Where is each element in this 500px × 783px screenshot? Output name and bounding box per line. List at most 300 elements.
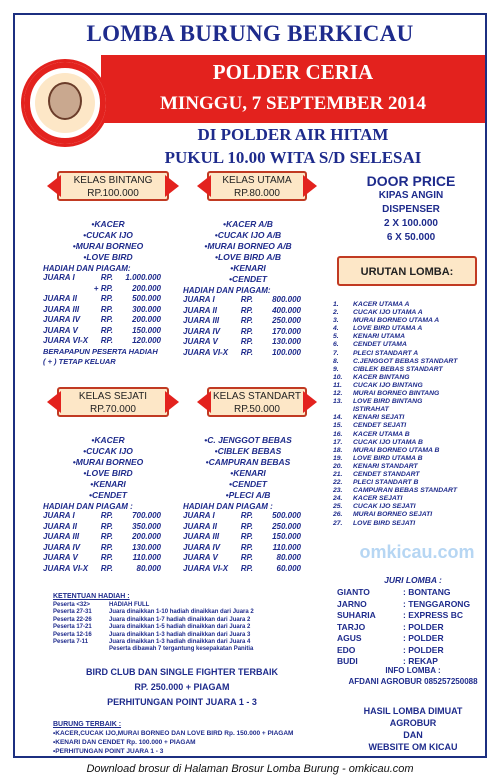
class-price: RP.80.000 [234, 188, 280, 199]
prize-amount: 700.000 [132, 511, 161, 520]
prize-rank [43, 284, 93, 295]
rule-participants: Peserta 12-16 [53, 631, 92, 638]
prize-rank: JUARA IV [183, 326, 221, 336]
urutan-item [333, 431, 497, 439]
prize-currency: RP. [100, 294, 113, 303]
prize-rank: JUARA V [183, 553, 218, 562]
urutan-number: 26. [333, 511, 343, 519]
urutan-number: 14. [333, 414, 343, 422]
prize-rank: JUARA I [43, 511, 75, 520]
prize-amount: 170.000 [272, 326, 301, 336]
rule-participants: Peserta 17-21 [53, 624, 92, 631]
prize-rank: JUARA III [43, 532, 80, 541]
prize-amount: 500.000 [272, 511, 301, 520]
prize-rank: JUARA III [43, 304, 80, 314]
prize-table [43, 273, 161, 347]
prize-rank: JUARA VI-X [43, 563, 89, 573]
urutan-item [333, 439, 497, 447]
door-prize-line: 2 X 100.000 [384, 218, 438, 229]
prize-note: BERAPAPUN PESERTA HADIAH [43, 346, 158, 356]
bird-item: •CUCAK IJO A/B [214, 230, 282, 240]
prize-currency: RP. [240, 326, 253, 336]
urutan-number: 18. [333, 446, 343, 454]
prize-rank: JUARA V [183, 337, 218, 346]
prize-amount: 150.000 [272, 532, 301, 541]
judge-row [333, 645, 493, 657]
urutan-label: MURAI BORNEO SEJATI [353, 511, 433, 519]
prize-amount: 80.000 [276, 553, 301, 562]
best-bird-title: BURUNG TERBAIK : [53, 721, 122, 728]
urutan-label: KENARI UTAMA [353, 333, 405, 341]
bird-item: •CUCAK IJO [83, 446, 133, 456]
prize-currency: RP. [100, 273, 113, 282]
bird-item: •KACER A/B [223, 219, 273, 229]
class-price: RP.100.000 [87, 188, 139, 199]
prize-currency: RP. [100, 532, 113, 541]
prize-currency: RP. [100, 315, 113, 324]
event-subtitle: POLDER CERIA [212, 60, 374, 84]
class-name: KELAS BINTANG [73, 175, 153, 186]
judge-row [333, 587, 493, 599]
judge-origin: : TENGGARONG [403, 598, 471, 609]
prize-table [183, 511, 301, 574]
prize-row [43, 284, 161, 295]
urutan-item [333, 398, 497, 406]
best-bird [53, 720, 323, 756]
rule-row [53, 632, 313, 639]
prize-table [183, 295, 301, 358]
urutan-number: 27. [333, 519, 343, 527]
urutan-number: 20. [333, 462, 343, 470]
bird-club-line: BIRD CLUB DAN SINGLE FIGHTER TERBAIK [86, 667, 278, 677]
urutan-label: C.JENGGOT BEBAS STANDART [353, 357, 458, 365]
prize-row [183, 564, 301, 575]
event-time: PUKUL 10.00 WITA S/D SELESAI [164, 148, 422, 167]
urutan-label: CUCAK IJO UTAMA B [353, 438, 423, 446]
rule-row [53, 609, 313, 616]
prize-currency: RP. [240, 563, 253, 573]
ribbon-right-icon [303, 175, 317, 197]
prize-currency: RP. [100, 511, 113, 520]
prize-amount: 150.000 [132, 325, 161, 335]
urutan-number: 13. [333, 398, 343, 406]
prize-row [183, 348, 301, 359]
urutan-item [333, 366, 497, 374]
bird-item: •LOVE BIRD [83, 468, 133, 478]
rule-participants: Peserta 27-31 [53, 609, 92, 616]
info-lomba [333, 665, 493, 687]
ribbon-right-icon [165, 175, 179, 197]
judge-name: GIANTO [337, 587, 370, 597]
event-date: MINGGU, 7 SEPTEMBER 2014 [159, 93, 427, 114]
prize-rank: JUARA II [183, 305, 217, 315]
best-bird-line: •PERHITUNGAN POINT JUARA 1 - 3 [53, 748, 164, 755]
prize-heading: HADIAH DAN PIAGAM : [43, 502, 133, 511]
rule-detail: Juara dinaikkan 1-3 hadiah dinaikkan dari Juara 4 [109, 639, 251, 646]
urutan-number: 16. [333, 430, 343, 438]
urutan-label: LOVE BIRD UTAMA B [353, 454, 423, 462]
bird-club-line: PERHITUNGAN POINT JUARA 1 - 3 [107, 697, 257, 707]
bird-item: •MURAI BORNEO [72, 241, 144, 251]
prize-row [43, 336, 161, 347]
judge-name: TARJO [337, 621, 366, 632]
prize-heading: HADIAH DAN PIAGAM : [183, 502, 273, 511]
prize-amount: 250.000 [272, 316, 301, 325]
prize-row [43, 543, 161, 554]
prize-rank: JUARA V [43, 325, 78, 335]
urutan-number: 5. [333, 333, 339, 341]
prize-currency: RP. [100, 563, 113, 573]
prize-rank: JUARA V [43, 553, 78, 562]
prize-row [183, 553, 301, 564]
info-title: INFO LOMBA : [385, 666, 441, 675]
judge-row [333, 610, 493, 622]
prize-currency: RP. [240, 305, 253, 315]
prize-row [183, 511, 301, 522]
rule-detail: HADIAH FULL [109, 602, 150, 608]
class-price: RP.50.000 [234, 404, 280, 415]
prize-amount: 400.000 [272, 305, 301, 315]
prize-row [43, 273, 161, 284]
class-name: KELAS UTAMA [222, 175, 292, 186]
prize-currency: RP. [100, 304, 113, 314]
urutan-item [333, 503, 497, 511]
rule-detail: Juara dinaikkan 1-3 hadiah dinaikkan dari Juara 3 [109, 631, 251, 638]
prize-rank: JUARA II [43, 521, 77, 531]
prize-rank: JUARA III [183, 532, 220, 541]
rule-detail: Peserta dibawah 7 tergantung kesepakatan Panitia [109, 646, 254, 653]
door-prize-line: DISPENSER [382, 204, 440, 215]
prize-amount: 200.000 [132, 315, 161, 324]
prize-row [43, 326, 161, 337]
urutan-break: ISTIRAHAT [353, 406, 389, 414]
prize-currency: RP. [240, 511, 253, 520]
judge-name: AGUS [337, 633, 362, 643]
class-banner [207, 171, 307, 201]
door-prize-line: 6 X 50.000 [386, 232, 436, 243]
bird-item: •CAMPURAN BEBAS [205, 457, 291, 467]
urutan-number: 23. [333, 487, 343, 495]
prize-row [183, 337, 301, 348]
door-prize [333, 173, 489, 245]
urutan-item [333, 350, 497, 358]
prize-currency: RP. [240, 295, 253, 304]
prize-rank: JUARA VI-X [183, 563, 229, 573]
class-name: KELAS SEJATI [78, 391, 148, 402]
prize-currency: RP. [100, 542, 113, 552]
bird-list [183, 219, 313, 285]
prize-row [43, 511, 161, 522]
baby-face-icon [48, 82, 82, 120]
urutan-label: KACER BINTANG [353, 373, 410, 381]
prize-row [43, 294, 161, 305]
prize-row [183, 295, 301, 306]
prize-amount: 500.000 [132, 294, 161, 303]
footer-note: Download brosur di Halaman Brosur Lomba Burung - omkicau.com [86, 763, 414, 775]
prize-amount: 250.000 [272, 521, 301, 531]
bird-list [183, 435, 313, 501]
prize-amount: 80.000 [136, 563, 161, 573]
prize-currency: RP. [240, 521, 253, 531]
best-bird-line: •KACER,CUCAK IJO,MURAI BORNEO DAN LOVE BIRD Rp. 150.000 + PIAGAM [53, 730, 294, 737]
urutan-label: KACER UTAMA B [353, 430, 410, 438]
bird-list [43, 219, 173, 263]
prize-currency: RP. [100, 336, 113, 345]
urutan-item [333, 325, 497, 333]
urutan-number: 9. [333, 365, 339, 373]
urutan-item [333, 487, 497, 495]
urutan-item [333, 333, 497, 341]
prize-currency: RP. [240, 542, 253, 552]
prize-note: ( + ) TETAP KELUAR [43, 356, 116, 366]
urutan-item [333, 358, 497, 366]
prize-heading: HADIAH DAN PIAGAM: [183, 286, 271, 295]
prize-rank: JUARA IV [183, 542, 221, 552]
bird-item: •PLECI A/B [225, 490, 271, 500]
urutan-item [333, 374, 497, 382]
urutan-label: CAMPURAN BEBAS STANDART [353, 487, 457, 495]
prize-currency: RP. [240, 532, 253, 541]
urutan-number: 1. [333, 301, 339, 308]
rule-row [53, 639, 313, 646]
urutan-number: 15. [333, 422, 343, 430]
urutan-number: 11. [333, 381, 342, 389]
prize-heading: HADIAH DAN PIAGAM: [43, 264, 131, 273]
prize-row [183, 522, 301, 533]
rule-participants: Peserta 22-26 [53, 616, 92, 623]
bird-club-line: RP. 250.000 + PIAGAM [134, 682, 230, 692]
prize-rules-title: KETENTUAN HADIAH : [53, 593, 130, 600]
prize-rank: JUARA VI-X [43, 336, 89, 345]
bird-item: •MURAI BORNEO A/B [204, 241, 292, 251]
bird-item: •C. JENGGOT BEBAS [204, 435, 292, 445]
judges-title: JURI LOMBA : [384, 575, 442, 585]
prize-amount: 350.000 [132, 521, 161, 531]
urutan-number: 6. [333, 341, 339, 349]
prize-rank: JUARA II [183, 521, 217, 531]
bird-list [43, 435, 173, 501]
bird-item: •KENARI [230, 468, 266, 478]
urutan-label: KENARI SEJATI [353, 414, 405, 422]
bird-club-award [55, 665, 309, 710]
bird-item: •CIBLEK BEBAS [214, 446, 282, 456]
urutan-number: 22. [333, 479, 343, 487]
class-banner [207, 387, 307, 417]
urutan-item [333, 495, 497, 503]
prize-currency: RP. [100, 521, 113, 531]
rule-participants: Peserta 7-11 [53, 639, 89, 646]
results-line: HASIL LOMBA DIMUAT [363, 706, 463, 716]
bird-item: •LOVE BIRD A/B [215, 252, 281, 262]
urutan-item [333, 471, 497, 479]
prize-rank: JUARA IV [43, 315, 81, 324]
urutan-label: LOVE BIRD BINTANG [353, 398, 423, 406]
judge-origin: : BONTANG [403, 587, 451, 597]
judge-origin: : REKAP [403, 656, 438, 666]
judge-origin: : POLDER [403, 621, 444, 632]
class-banner [57, 387, 169, 417]
urutan-number: 12. [333, 390, 343, 398]
rule-detail: Juara dinaikkan 1-7 hadiah dinaikkan dari Juara 2 [109, 616, 251, 623]
prize-rank: JUARA VI-X [183, 347, 229, 357]
prize-amount: 100.000 [272, 347, 301, 357]
judge-origin: : POLDER [403, 644, 444, 655]
ribbon-right-icon [303, 391, 317, 413]
urutan-label: LOVE BIRD UTAMA A [353, 325, 423, 333]
rule-detail: Juara dinaikkan 1-10 hadiah dinaikkan dari Juara 2 [109, 609, 254, 616]
prize-row [43, 305, 161, 316]
rule-participants [53, 646, 109, 653]
urutan-item [333, 455, 497, 463]
bird-item: •KENARI [230, 263, 266, 273]
bird-item: •CENDET [229, 479, 267, 489]
bird-item: •MURAI BORNEO [72, 457, 144, 467]
urutan-label: CUCAK IJO UTAMA A [353, 309, 423, 317]
urutan-item [333, 382, 497, 390]
judge-name: JARNO [337, 598, 367, 609]
urutan-item [333, 309, 497, 317]
urutan-item [333, 301, 497, 309]
urutan-label: CUCAK IJO SEJATI [353, 503, 416, 511]
prize-currency: + RP. [93, 283, 113, 293]
bird-item: •LOVE BIRD [83, 252, 133, 262]
rule-participants: Peserta <32> [53, 602, 91, 608]
urutan-item [333, 422, 497, 430]
door-prize-title: DOOR PRICE [366, 173, 456, 189]
prize-currency: RP. [100, 553, 113, 562]
judge-name: SUHARIA [337, 610, 376, 620]
urutan-item [333, 390, 497, 398]
bird-item: •KENARI [90, 479, 126, 489]
urutan-item [333, 463, 497, 471]
urutan-item [333, 447, 497, 455]
poster [13, 13, 487, 758]
prize-rank: JUARA IV [43, 542, 81, 552]
prize-amount: 1.000.000 [125, 273, 161, 282]
judge-origin: : POLDER [403, 633, 444, 643]
urutan-title: URUTAN LOMBA: [360, 266, 454, 278]
prize-rank: JUARA III [183, 316, 220, 325]
bird-item: •CENDET [89, 490, 127, 500]
urutan-item [333, 511, 497, 519]
bird-item: •CUCAK IJO [83, 230, 133, 240]
urutan-item [333, 414, 497, 422]
prize-rank: JUARA II [43, 294, 77, 303]
prize-amount: 120.000 [132, 336, 161, 345]
urutan-number: 3. [333, 317, 339, 325]
prize-row [183, 316, 301, 327]
watermark: omkicau.com [359, 542, 475, 562]
urutan-number: 19. [333, 454, 343, 462]
urutan-label: KENARI STANDART [353, 462, 418, 470]
urutan-list [333, 301, 497, 528]
urutan-label: MURAI BORNEO UTAMA B [353, 446, 440, 454]
urutan-label: CUCAK IJO BINTANG [353, 381, 423, 389]
bird-item: •KACER [91, 435, 125, 445]
urutan-item [333, 317, 497, 325]
prize-currency: RP. [240, 553, 253, 562]
class-name: KELAS STANDART [213, 391, 301, 402]
prize-currency: RP. [240, 316, 253, 325]
prize-amount: 300.000 [132, 304, 161, 314]
urutan-number: 2. [333, 309, 339, 317]
urutan-number: 21. [333, 470, 343, 478]
prize-rank: JUARA I [183, 295, 215, 304]
urutan-banner [337, 256, 477, 286]
results-line: WEBSITE OM KICAU [368, 742, 458, 752]
judge-row [333, 622, 493, 634]
class-price: RP.70.000 [90, 404, 136, 415]
urutan-number: 17. [333, 438, 343, 446]
urutan-item [333, 479, 497, 487]
bird-item: •CENDET [229, 274, 267, 284]
urutan-item [333, 406, 497, 414]
urutan-label: CENDET UTAMA [353, 341, 407, 349]
urutan-number: 24. [333, 495, 343, 503]
judge-origin: : EXPRESS BC [403, 610, 463, 620]
urutan-number: 7. [333, 349, 339, 357]
info-contact: AFDANI AGROBUR 085257250088 [348, 677, 478, 686]
prize-rules [53, 593, 313, 654]
class-banner [57, 171, 169, 201]
judge-row [333, 599, 493, 611]
prize-row [183, 327, 301, 338]
prize-row [43, 522, 161, 533]
prize-row [183, 543, 301, 554]
prize-row [43, 532, 161, 543]
urutan-label: LOVE BIRD SEJATI [353, 519, 416, 527]
prize-row [43, 553, 161, 564]
prize-row [43, 564, 161, 575]
urutan-number: 4. [333, 325, 339, 333]
urutan-label: CENDET STANDART [353, 470, 420, 478]
prize-rank: JUARA I [43, 273, 75, 282]
judge-row [333, 633, 493, 645]
urutan-number: 8. [333, 357, 339, 365]
judges [333, 575, 493, 668]
urutan-label: KACER UTAMA A [353, 301, 410, 308]
prize-amount: 130.000 [132, 542, 161, 552]
prize-amount: 130.000 [272, 337, 301, 346]
urutan-item [333, 341, 497, 349]
club-logo [21, 59, 109, 147]
urutan-label: CIBLEK BEBAS STANDART [353, 365, 443, 373]
bird-item: •KACER [91, 219, 125, 229]
urutan-label: PLECI STANDART B [353, 479, 419, 487]
rule-detail: Juara dinaikkan 1-5 hadiah dinaikkan dari Juara 2 [109, 624, 251, 631]
urutan-label: PLECI STANDART A [353, 349, 419, 357]
rule-row [53, 617, 313, 624]
prize-row [183, 532, 301, 543]
judge-name: EDO [337, 644, 356, 655]
prize-amount: 110.000 [272, 542, 301, 552]
results-line: AGROBUR [389, 718, 437, 728]
prize-amount: 60.000 [276, 563, 301, 573]
event-venue: DI POLDER AIR HITAM [197, 125, 389, 144]
door-prize-line: KIPAS ANGIN [378, 190, 444, 201]
prize-amount: 800.000 [272, 295, 301, 304]
prize-row [43, 315, 161, 326]
urutan-label: MURAI BORNEO UTAMA A [353, 317, 440, 325]
prize-currency: RP. [240, 337, 253, 346]
urutan-number: 25. [333, 503, 343, 511]
rule-row [53, 624, 313, 631]
event-title: LOMBA BURUNG BERKICAU [86, 21, 414, 46]
urutan-label: KACER SEJATI [353, 495, 403, 503]
rule-row [53, 646, 313, 653]
judge-name: BUDI [337, 656, 358, 666]
prize-rank: JUARA I [183, 511, 215, 520]
